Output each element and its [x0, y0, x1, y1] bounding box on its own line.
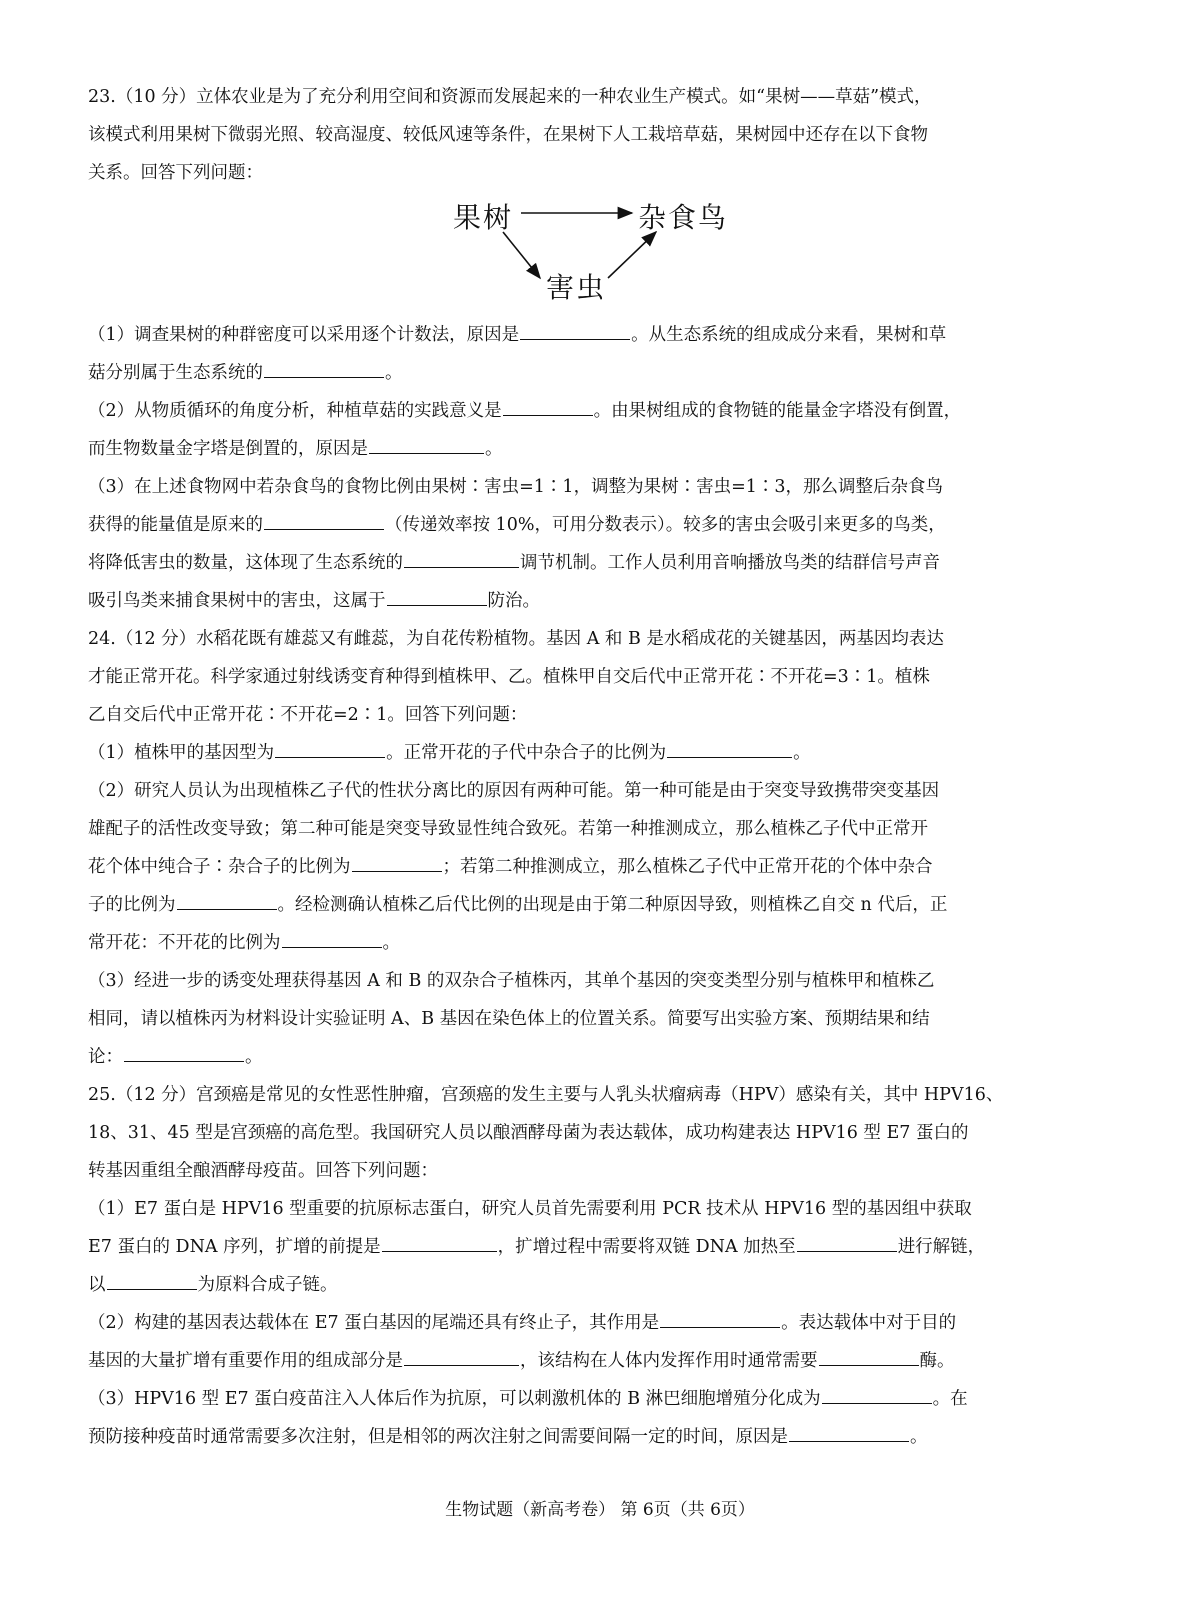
question-23-stem-line-3: 关系。回答下列问题：: [88, 163, 263, 183]
q24-part1-line-1: （1）植株甲的基因型为 。正常开花的子代中杂合子的比例为 。: [88, 734, 1100, 772]
answer-blank[interactable]: [264, 357, 384, 378]
answer-blank[interactable]: [282, 927, 382, 948]
question-24-stem-line-2: 才能正常开花。科学家通过射线诱变育种得到植株甲、乙。植株甲自交后代中正常开花∶不开花=3∶1。植株: [88, 667, 930, 687]
answer-blank[interactable]: [667, 737, 792, 758]
q24-part3-line-1: （3）经进一步的诱变处理获得基因 A 和 B 的双杂合子植株丙，其单个基因的突变类型分别与植株甲和植株乙: [88, 971, 935, 991]
answer-blank[interactable]: [177, 889, 277, 910]
q24-part2-line-3: 花个体中纯合子∶杂合子的比例为 ；若第二种推测成立，那么植株乙子代中正常开花的个体中杂合: [88, 848, 1100, 886]
question-25-stem-line-1: 25.（12 分）宫颈癌是常见的女性恶性肿瘤，宫颈癌的发生主要与人乳头状瘤病毒（HPV）感染有关，其中 HPV16、: [88, 1085, 1004, 1105]
q25-part1-line-2: E7 蛋白的 DNA 序列，扩增的前提是 ，扩增过程中需要将双链 DNA 加热至 进行解链，: [88, 1228, 1100, 1266]
question-23-stem-line-2: 该模式利用果树下微弱光照、较高湿度、较低风速等条件，在果树下人工栽培草菇，果树园中还存在以下食物: [88, 125, 928, 145]
q24-part2-line-1: （2）研究人员认为出现植株乙子代的性状分离比的原因有两种可能。第一种可能是由于突变导致携带突变基因: [88, 781, 940, 801]
question-25-stem-line-2: 18、31、45 型是宫颈癌的高危型。我国研究人员以酿酒酵母菌为表达载体，成功构建表达 HPV16 型 E7 蛋白的: [88, 1123, 969, 1143]
q25-part1-line-1: （1）E7 蛋白是 HPV16 型重要的抗原标志蛋白，研究人员首先需要利用 PCR 技术从 HPV16 型的基因组中获取: [88, 1199, 972, 1219]
question-23-stem-line-1: 23.（10 分）立体农业是为了充分利用空间和资源而发展起来的一种农业生产模式。如“果树——草菇”模式，: [88, 87, 932, 107]
answer-blank[interactable]: [264, 509, 384, 530]
q25-part3-line-2: 预防接种疫苗时通常需要多次注射，但是相邻的两次注射之间需要间隔一定的时间，原因是 。: [88, 1418, 1100, 1456]
q25-part1-line-3: 以 为原料合成子链。: [88, 1266, 1100, 1304]
q24-part2-line-2: 雄配子的活性改变导致；第二种可能是突变导致显性纯合致死。若第一种推测成立，那么植株乙子代中正常开: [88, 819, 928, 839]
question-24: [88, 620, 1100, 1076]
q24-part3-line-2: 相同，请以植株丙为材料设计实验证明 A、B 基因在染色体上的位置关系。简要写出实验方案、预期结果和结: [88, 1009, 930, 1029]
answer-blank[interactable]: [382, 1231, 497, 1252]
node-pest: 害虫: [546, 271, 607, 304]
answer-blank[interactable]: [404, 1345, 519, 1366]
node-fruit-tree: 果树: [453, 201, 514, 234]
q23-part1-line-1: （1）调查果树的种群密度可以采用逐个计数法，原因是 。从生态系统的组成成分来看，果树和草: [88, 316, 1100, 354]
food-web-diagram: [88, 192, 1100, 316]
q24-part2-line-4: 子的比例为 。经检测确认植株乙后代比例的出现是由于第二种原因导致，则植株乙自交 n 代后，正: [88, 886, 1100, 924]
question-23: [88, 78, 1100, 620]
answer-blank[interactable]: [660, 1307, 780, 1328]
q23-part1-line-2: 菇分别属于生态系统的 。: [88, 354, 1100, 392]
question-25-stem-line-3: 转基因重组全酿酒酵母疫苗。回答下列问题：: [88, 1161, 438, 1181]
answer-blank[interactable]: [503, 395, 593, 416]
q23-part3-line-2: 获得的能量值是原来的 （传递效率按 10%，可用分数表示）。较多的害虫会吸引来更多的鸟类，: [88, 506, 1100, 544]
q23-part3-line-1: （3）在上述食物网中若杂食鸟的食物比例由果树∶害虫=1∶1，调整为果树∶害虫=1∶3，那么调整后杂食鸟: [88, 477, 943, 497]
q25-part2-line-2: 基因的大量扩增有重要作用的组成部分是 ，该结构在人体内发挥作用时通常需要 酶。: [88, 1342, 1100, 1380]
question-24-stem-line-1: 24.（12 分）水稻花既有雄蕊又有雌蕊，为自花传粉植物。基因 A 和 B 是水稻成花的关键基因，两基因均表达: [88, 629, 944, 649]
answer-blank[interactable]: [124, 1041, 244, 1062]
q23-part2-line-1: （2）从物质循环的角度分析，种植草菇的实践意义是 。由果树组成的食物链的能量金字塔没有倒置，: [88, 392, 1100, 430]
q23-part3-line-4: 吸引鸟类来捕食果树中的害虫，这属于 防治。: [88, 582, 1100, 620]
exam-page: [88, 78, 1100, 1456]
answer-blank[interactable]: [352, 851, 442, 872]
arrow-pest-to-bird: [608, 232, 656, 278]
answer-blank[interactable]: [275, 737, 385, 758]
arrow-fruit-tree-to-pest: [503, 232, 540, 278]
q24-part2-line-5: 常开花：不开花的比例为 。: [88, 924, 1100, 962]
page-footer: 生物试题（新高考卷） 第 6页（共 6页）: [445, 1500, 755, 1520]
q24-part3-line-3: 论： 。: [88, 1038, 1100, 1076]
answer-blank[interactable]: [404, 547, 519, 568]
answer-blank[interactable]: [387, 585, 487, 606]
answer-blank[interactable]: [822, 1383, 932, 1404]
q23-part2-line-2: 而生物数量金字塔是倒置的，原因是 。: [88, 430, 1100, 468]
question-24-stem-line-3: 乙自交后代中正常开花∶不开花=2∶1。回答下列问题：: [88, 705, 528, 725]
answer-blank[interactable]: [789, 1421, 909, 1442]
q25-part2-line-1: （2）构建的基因表达载体在 E7 蛋白基因的尾端还具有终止子，其作用是 。表达载体中对于目的: [88, 1304, 1100, 1342]
food-web-arrows: [88, 192, 1100, 316]
q23-part3-line-3: 将降低害虫的数量，这体现了生态系统的 调节机制。工作人员利用音响播放鸟类的结群信号声音: [88, 544, 1100, 582]
q25-part3-line-1: （3）HPV16 型 E7 蛋白疫苗注入人体后作为抗原，可以刺激机体的 B 淋巴细胞增殖分化成为 。在: [88, 1380, 1100, 1418]
answer-blank[interactable]: [520, 319, 630, 340]
question-25: [88, 1076, 1100, 1456]
answer-blank[interactable]: [107, 1269, 197, 1290]
answer-blank[interactable]: [369, 433, 484, 454]
answer-blank[interactable]: [797, 1231, 897, 1252]
answer-blank[interactable]: [819, 1345, 919, 1366]
node-omnivorous-bird: 杂食鸟: [638, 201, 729, 234]
